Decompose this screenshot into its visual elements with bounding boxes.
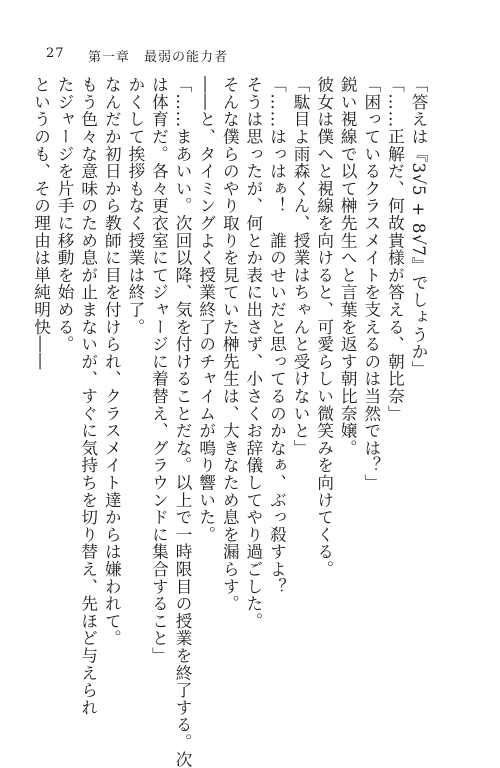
text-line: 「答えは『3√5 + 8√7』でしょうか」 xyxy=(409,76,428,378)
text-line: そんな僕らのやり取りを見ていた榊先生は、大きなため息を漏らす。 xyxy=(220,76,240,613)
vertical-text-body xyxy=(30,76,430,768)
text-line: もう色々な意味のため息が止まないが、すぐに気持ちを切り替え、先ほど与えられ xyxy=(78,76,98,717)
text-line: 鋭い視線で以て榊先生へと言葉を返す朝比奈嬢。 xyxy=(338,76,358,457)
chapter-title: 第一章 最弱の能力者 xyxy=(88,50,229,65)
text-line: 「……はっはぁ！ 誰のせいだと思ってるのかなぁ、ぶっ殺すよ？ xyxy=(267,76,287,595)
text-line: は体育だ。各々更衣室にてジャージに着替え、グラウンドに集合すること」 xyxy=(149,76,169,665)
text-line: 「駄目よ雨森くん、授業はちゃんと受けないと」 xyxy=(291,76,311,457)
page-header xyxy=(0,46,500,66)
text-line: というのも、その理由は単純明快―― xyxy=(31,76,51,371)
text-line: 「……まあいい。次回以降、気を付けることだな。以上で一時限目の授業を終了する。次 xyxy=(173,76,193,768)
text-line: ――と、タイミングよく授業終了のチャイムが鳴り響いた。 xyxy=(196,76,216,544)
text-line: かくして挨拶もなく授業は終了。 xyxy=(125,76,145,336)
page-number: 27 xyxy=(46,46,65,61)
text-line: そうは思ったが、何とか表に出さず、小さくお辞儀してやり過ごした。 xyxy=(243,76,263,630)
text-line: たジャージを片手に移動を始める。 xyxy=(55,76,75,353)
text-line: 「困っているクラスメイトを支えるのは当然では？」 xyxy=(361,76,381,492)
text-line: 彼女は僕へと視線を向けると、可愛らしい微笑みを向けてくる。 xyxy=(314,76,334,578)
text-line: なんだか初日から教師に目を付けられ、クラスメイト達からは嫌われて。 xyxy=(102,76,122,647)
text-line: 「……正解だ、何故貴様が答える、朝比奈」 xyxy=(385,76,405,422)
